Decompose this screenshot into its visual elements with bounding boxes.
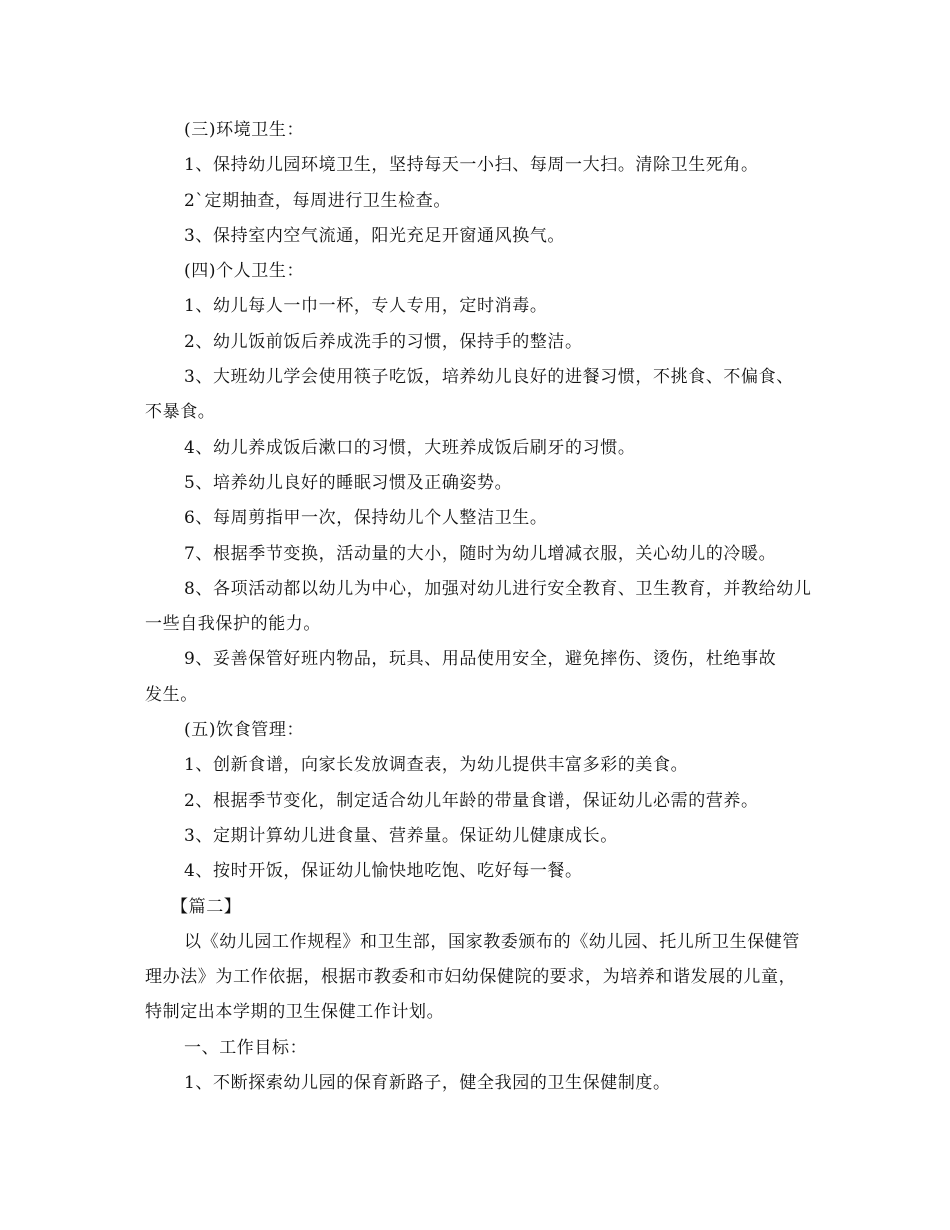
section-heading-diet: (五)饮食管理： <box>184 720 305 741</box>
paragraph: 6、每周剪指甲一次，保持幼儿个人整洁卫生。 <box>184 508 548 529</box>
section-heading-goals: 一、工作目标： <box>184 1037 308 1058</box>
paragraph: 2`定期抽查，每周进行卫生检查。 <box>184 190 451 211</box>
section-heading-environment: (三)环境卫生： <box>184 120 305 140</box>
paragraph: 8、各项活动都以幼儿为中心，加强对幼儿进行安全教育、卫生教育，并教给幼儿一些自我保护的能力。 <box>145 578 812 635</box>
paragraph: 1、不断探索幼儿园的保育新路子，健全我园的卫生保健制度。 <box>184 1073 671 1094</box>
paragraph: 3、保持室内空气流通，阳光充足开窗通风换气。 <box>184 225 566 246</box>
paragraph: 5、培养幼儿良好的睡眠习惯及正确姿势。 <box>184 472 513 493</box>
paragraph: 3、大班幼儿学会使用筷子吃饭，培养幼儿良好的进餐习惯，不挑食、不偏食、不暴食。 <box>145 367 794 423</box>
paragraph: 9、妥善保管好班内物品，玩具、用品使用安全，避免摔伤、烫伤，杜绝事故发生。 <box>145 649 777 705</box>
paragraph: 以《幼儿园工作规程》和卫生部，国家教委颁布的《幼儿园、托儿所卫生保健管理办法》为工作依据，根据市教委和市妇幼保健院的要求，为培养和谐发展的儿童，特制定出本学期的卫生保健工作计划。 <box>145 931 800 1023</box>
paragraph: 3、定期计算幼儿进食量、营养量。保证幼儿健康成长。 <box>184 825 618 846</box>
paragraph: 1、创新食谱，向家长发放调查表，为幼儿提供丰富多彩的美食。 <box>184 755 689 776</box>
part-two-heading: 【篇二】 <box>171 896 242 917</box>
paragraph: 2、根据季节变化，制定适合幼儿年龄的带量食谱，保证幼儿必需的营养。 <box>184 790 759 811</box>
paragraph: 1、保持幼儿园环境卫生，坚持每天一小扫、每周一大扫。清除卫生死角。 <box>184 155 759 176</box>
paragraph: 4、幼儿养成饭后漱口的习惯，大班养成饭后刷牙的习惯。 <box>184 437 636 458</box>
paragraph: 2、幼儿饭前饭后养成洗手的习惯，保持手的整洁。 <box>184 331 583 352</box>
paragraph: 1、幼儿每人一巾一杯，专人专用，定时消毒。 <box>184 296 548 317</box>
document-body <box>145 113 815 1101</box>
paragraph: 4、按时开饭，保证幼儿愉快地吃饱、吃好每一餐。 <box>184 861 583 882</box>
section-heading-personal: (四)个人卫生： <box>184 261 305 282</box>
paragraph: 7、根据季节变换，活动量的大小，随时为幼儿增减衣服，关心幼儿的冷暖。 <box>184 543 777 564</box>
